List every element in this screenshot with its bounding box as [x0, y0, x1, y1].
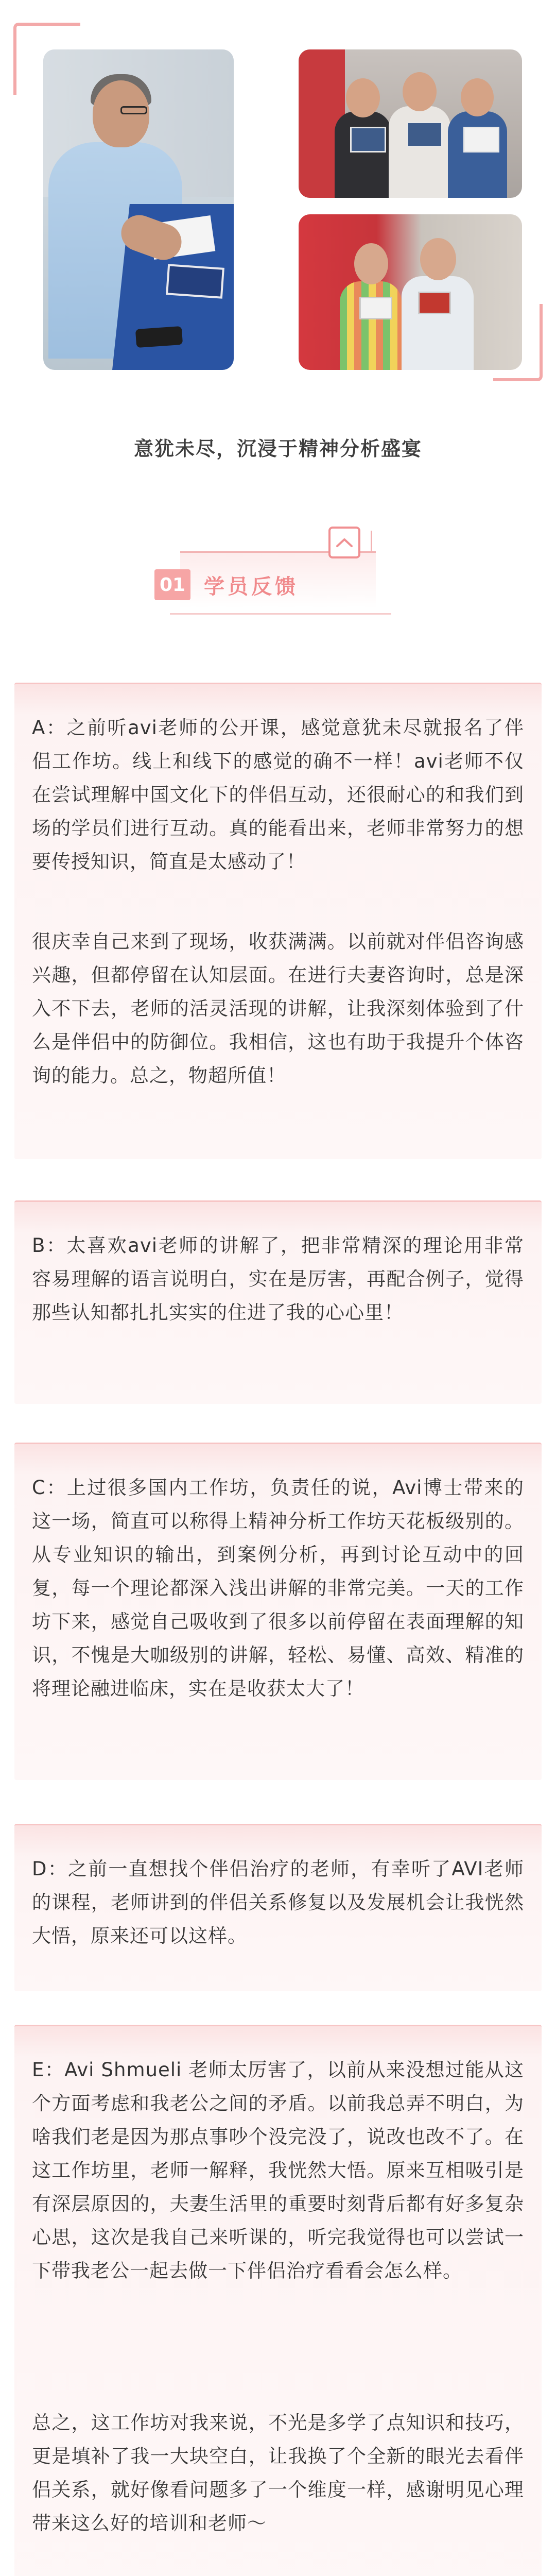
workshop-photo-main	[43, 49, 234, 370]
chevron-up-icon	[328, 527, 360, 558]
section-title: 学员反馈	[204, 574, 299, 599]
photo-caption: 意犹未尽，沉浸于精神分析盛宴	[133, 437, 422, 460]
feedback-a-paragraph-2: 很庆幸自己来到了现场，收获满满。以前就对伴侣咨询感兴趣，但都停留在认知层面。在进行夫妻咨询时，总是深入不下去，老师的活灵活现的讲解，让我深刻体验到了什么是伴侣中的防御位。我相信，这也有助于我提升个体咨询的能力。总之，物超所值！	[32, 930, 524, 1087]
section-number-badge: 01	[154, 569, 190, 600]
feedback-c-paragraph: C：上过很多国内工作坊，负责任的说，Avi博士带来的这一场，简直可以称得上精神分析工作坊天花板级别的。从专业知识的输出，到案例分析，再到讨论互动中的回复，每一个理论都深入浅出讲解的非常完美。一天的工作坊下来，感觉自己吸收到了很多以前停留在表面理解的知识，不愧是大咖级别的讲解，轻松、易懂、高效、精准的将理论融进临床，实在是收获太大了！	[32, 1477, 524, 1700]
heading-decor-underline	[170, 613, 391, 615]
photo-collage	[0, 0, 556, 392]
group-photo-top	[299, 49, 522, 198]
feedback-d-paragraph: D：之前一直想找个伴侣治疗的老师，有幸听了AVI老师的课程，老师讲到的伴侣关系修复以及发展机会让我恍然大悟，原来还可以这样。	[32, 1858, 524, 1947]
feedback-b-paragraph: B：太喜欢avi老师的讲解了，把非常精深的理论用非常容易理解的语言说明白，实在是厉害，再配合例子，觉得那些认知都扎扎实实的住进了我的心心里！	[32, 1234, 524, 1324]
feedback-card-b	[14, 1200, 542, 1404]
group-photo-bottom	[299, 214, 522, 370]
section-heading	[154, 515, 402, 629]
feedback-card-c	[14, 1443, 542, 1780]
feedback-a-paragraph-1: A：之前听avi老师的公开课，感觉意犹未尽就报名了伴侣工作坊。线上和线下的感觉的确不一样！avi老师不仅在尝试理解中国文化下的伴侣互动，还很耐心的和我们到场的学员们进行互动。真的能看出来，老师非常努力的想要传授知识，简直是太感动了！	[32, 717, 524, 873]
feedback-e-paragraph-2: 总之，这工作坊对我来说，不光是多学了点知识和技巧，更是填补了我一大块空白，让我换了个全新的眼光去看伴侣关系，就好像看问题多了一个维度一样，感谢明见心理带来这么好的培训和老师～	[32, 2412, 524, 2534]
feedback-card-a	[14, 683, 542, 1159]
feedback-card-d	[14, 1824, 542, 1991]
feedback-e-paragraph-1: E：Avi Shmueli 老师太厉害了，以前从来没想过能从这个方面考虑和我老公之间的矛盾。以前我总弄不明白，为啥我们老是因为那点事吵个没完没了，说改也改不了。在这工作坊里，老师一解释，我恍然大悟。原来互相吸引是有深层原因的，夫妻生活里的重要时刻背后都有好多复杂心思，这次是我自己来听课的，听完我觉得也可以尝试一下带我老公一起去做一下伴侣治疗看看会怎么样。	[32, 2059, 524, 2282]
feedback-card-e	[14, 2025, 542, 2576]
